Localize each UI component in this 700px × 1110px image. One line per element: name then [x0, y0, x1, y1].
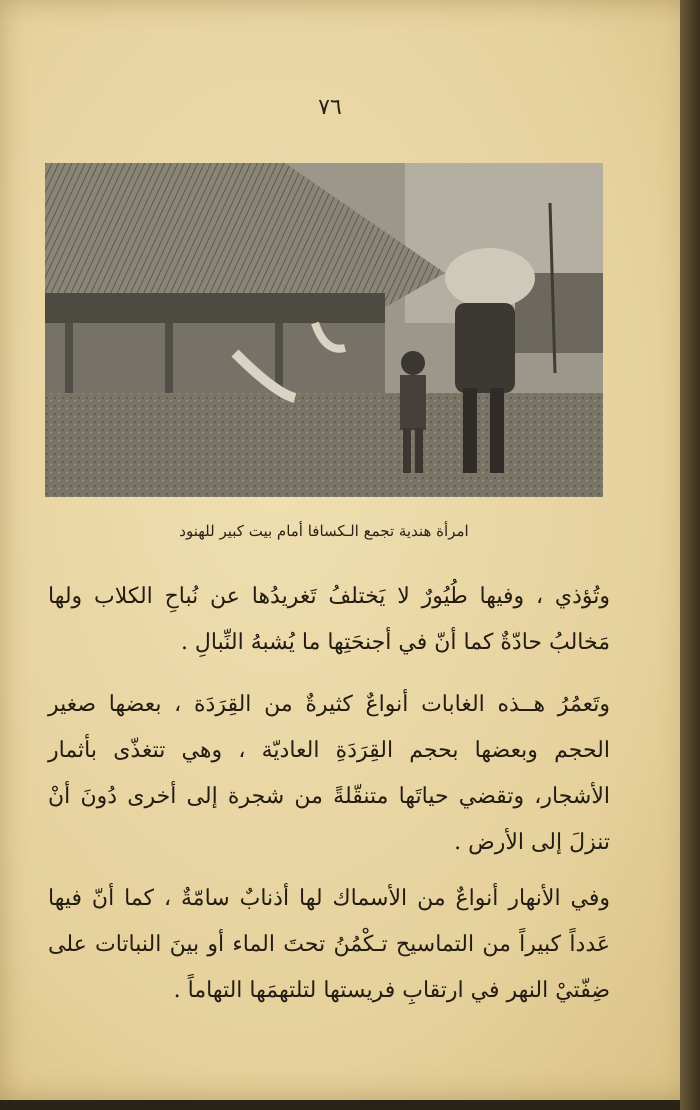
book-spine: [680, 0, 700, 1110]
paragraph-3: وفي الأنهار أنواعٌ من الأسماك لها أذنابٌ سامّةٌ ، كما أنّ فيها عَدداً كبيراً من التماسيح تـكْمُنُ تحتَ الماء أو بينَ النباتات على ضِفّتيْ النهر في ارتقابِ فريستها لتلتهمَها التهاماً .: [48, 886, 610, 1003]
village-photo-icon: [45, 163, 603, 497]
photo-caption: امرأة هندية تجمع الـكسافا أمام بيت كبير للهنود: [179, 522, 469, 540]
photograph: [45, 163, 603, 497]
paragraph-1: وتُؤذي ، وفيها طُيُورٌ لا يَختلفُ تَغريدُها عن نُباحِ الكلاب ولها مَخالبُ حادّةٌ كما أنّ في أجنحَتِها ما يُشبهُ النِّبالِ .: [48, 584, 610, 655]
page-number: ٧٦: [318, 95, 342, 120]
paragraph-2: وتَعمُرُ هــذه الغابات أنواعٌ كثيرةٌ من القِرَدَة ، بعضها صغير الحجم وبعضها بحجم القِرَدَةِ العاديّة ، وهي تتغذّى بأثمار الأشجار، وتقضي حياتَها متنقّلةً من شجرة إلى أخرى دُونَ أنْ تنزلَ إلى الأرض .: [48, 692, 610, 855]
